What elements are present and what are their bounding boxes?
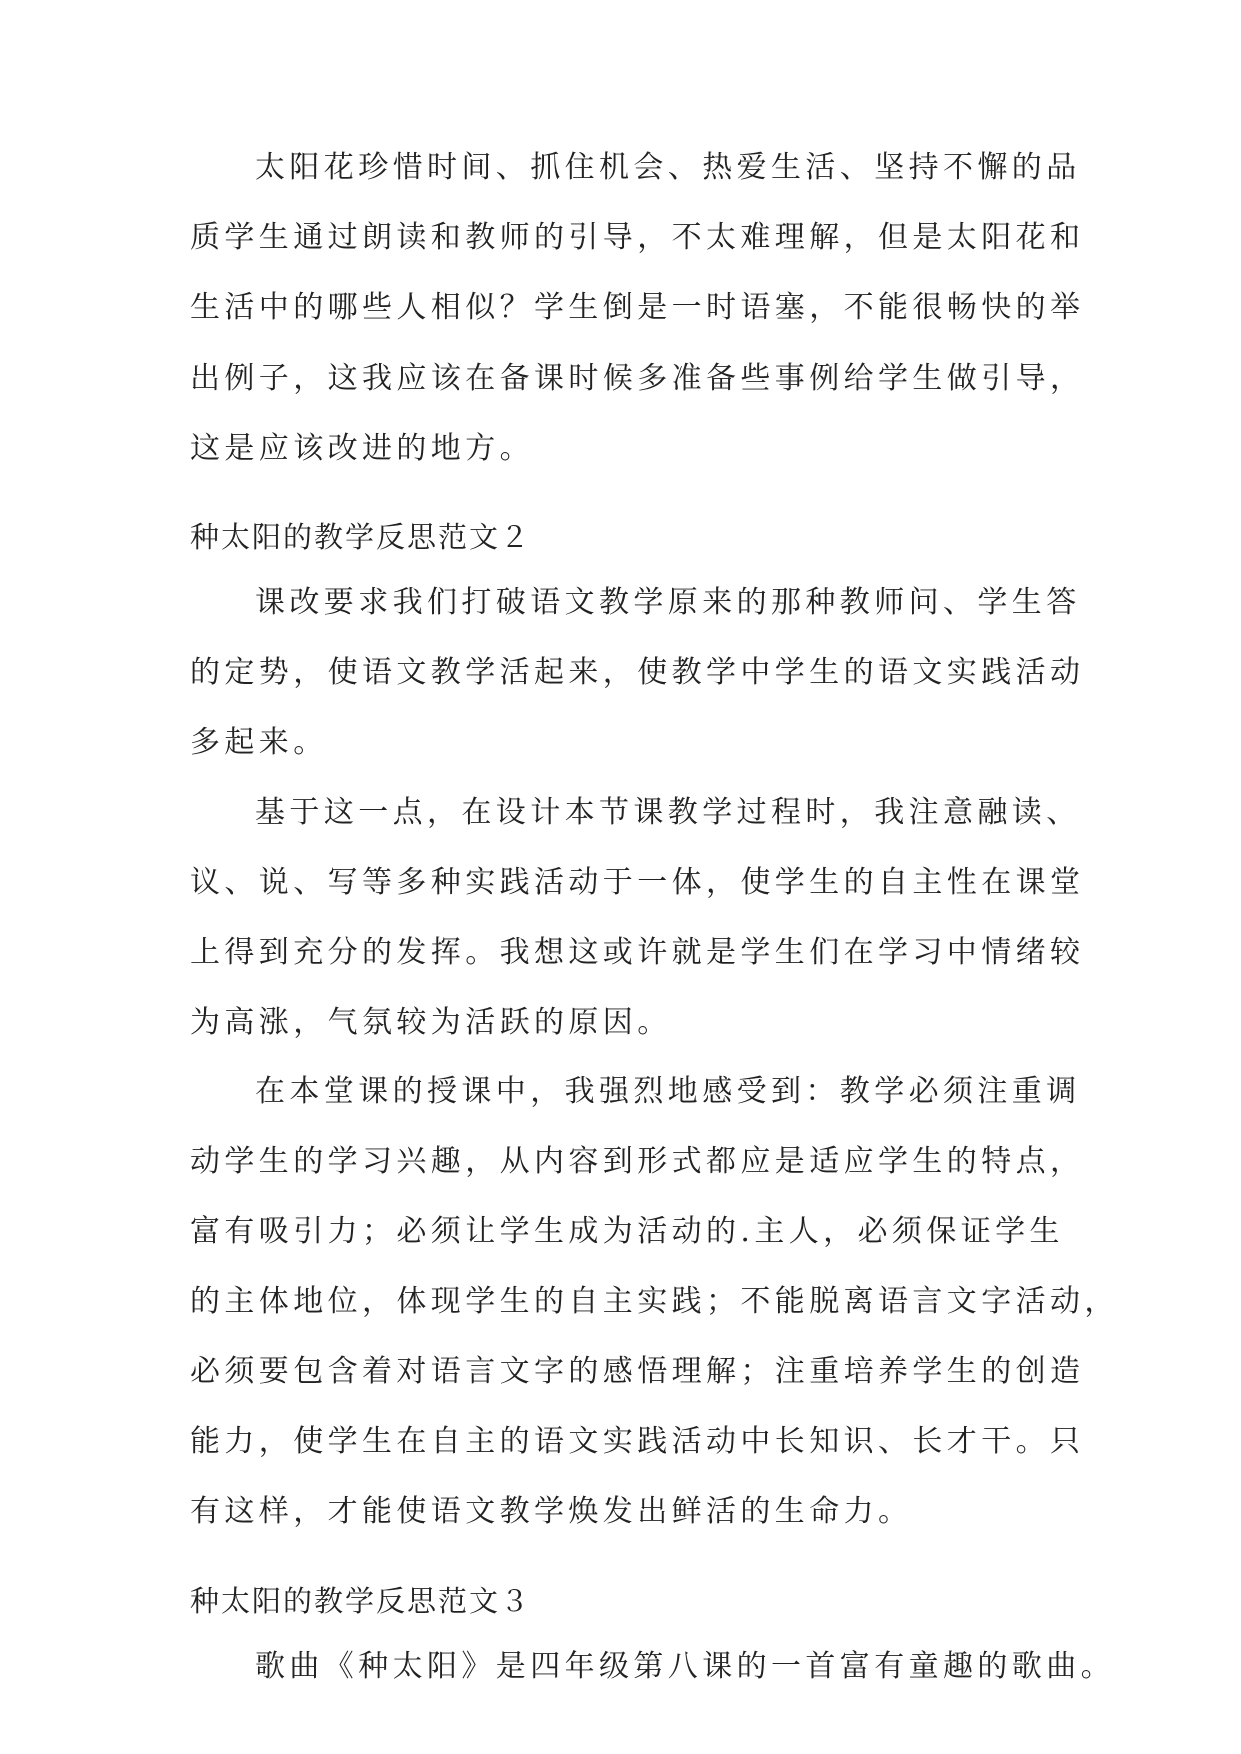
text-line: 在本堂课的授课中，我强烈地感受到：教学必须注重调 — [255, 1074, 1081, 1109]
text-line: 多起来。 — [190, 725, 328, 760]
text-line: 太阳花珍惜时间、抓住机会、热爱生活、坚持不懈的品 — [255, 150, 1081, 185]
text-line: 课改要求我们打破语文教学原来的那种教师问、学生答 — [255, 585, 1081, 620]
text-line: 质学生通过朗读和教师的引导，不太难理解，但是太阳花和 — [190, 220, 1085, 255]
section-heading: 种太阳的教学反思范文２ — [190, 520, 532, 554]
text-line: 为高涨，气氛较为活跃的原因。 — [190, 1005, 672, 1040]
text-line: 生活中的哪些人相似？学生倒是一时语塞，不能很畅快的举 — [190, 290, 1085, 325]
text-line: 出例子，这我应该在备课时候多准备些事例给学生做引导， — [190, 361, 1085, 396]
text-line: 议、说、写等多种实践活动于一体，使学生的自主性在课堂 — [190, 865, 1085, 900]
text-line: 歌曲《种太阳》是四年级第八课的一首富有童趣的歌曲。 — [255, 1649, 1115, 1684]
text-line: 上得到充分的发挥。我想这或许就是学生们在学习中情绪较 — [190, 935, 1085, 970]
section-heading: 种太阳的教学反思范文３ — [190, 1584, 532, 1618]
text-line: 富有吸引力；必须让学生成为活动的.主人，必须保证学生 — [190, 1214, 1064, 1249]
text-line: 必须要包含着对语言文字的感悟理解；注重培养学生的创造 — [190, 1354, 1085, 1389]
text-line: 的主体地位，体现学生的自主实践；不能脱离语言文字活动， — [190, 1284, 1119, 1319]
text-line: 基于这一点，在设计本节课教学过程时，我注意融读、 — [255, 795, 1081, 830]
text-line: 有这样，才能使语文教学焕发出鲜活的生命力。 — [190, 1494, 913, 1529]
text-line: 的定势，使语文教学活起来，使教学中学生的语文实践活动 — [190, 655, 1085, 690]
text-line: 动学生的学习兴趣，从内容到形式都应是适应学生的特点， — [190, 1144, 1085, 1179]
text-line: 这是应该改进的地方。 — [190, 431, 534, 466]
text-line: 能力，使学生在自主的语文实践活动中长知识、长才干。只 — [190, 1424, 1085, 1459]
